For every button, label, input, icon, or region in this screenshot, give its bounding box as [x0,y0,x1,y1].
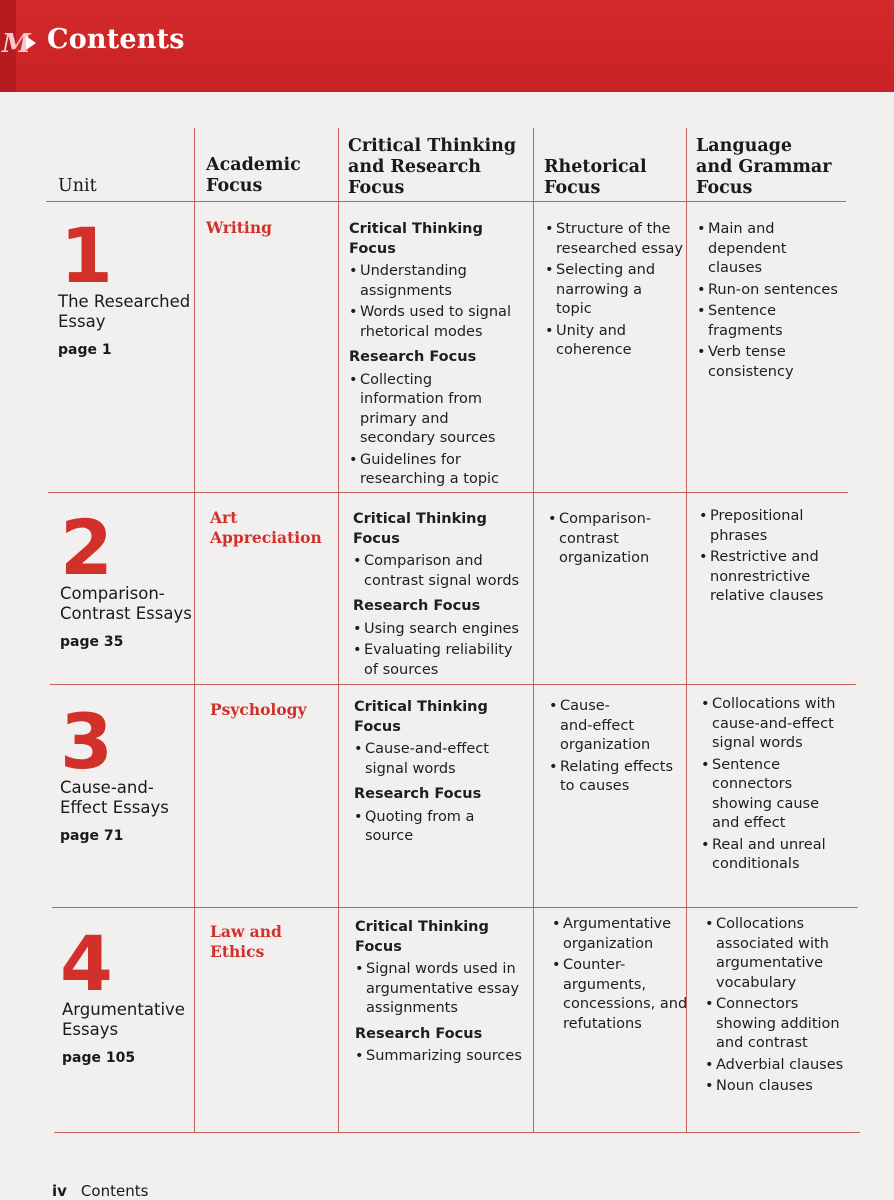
list-item: • Relating effects to causes [549,758,689,797]
list-item: • Counter- arguments, concessions, and refutations [552,956,692,1034]
unit-number: 4 [60,919,113,1008]
critical-thinking-label: Critical Thinking Focus [353,511,487,547]
row-divider [48,492,848,493]
unit-title: Cause-and- Effect Essays [60,778,169,817]
list-item: • Comparison and contrast signal words [353,552,535,591]
list-item: • Guidelines for researching a topic [349,451,533,490]
list-item: • Cause-and-effect signal words [354,740,536,779]
list-item: • Prepositional phrases [699,507,849,546]
list-item: • Sentence fragments [697,302,847,341]
list-item: • Selecting and narrowing a topic [545,261,685,320]
list-item: • Understanding assignments [349,262,533,301]
list-item: • Collocations with cause-and-effect signal words [701,695,853,754]
rhetorical-cell [548,510,688,571]
critical-research-cell [354,698,536,849]
page-title: Contents [47,24,185,55]
unit-page: page 105 [62,1050,136,1066]
table-bottom-rule [54,1132,860,1133]
list-item: • Verb tense consistency [697,343,847,382]
academic-focus: Art Appreciation [210,508,322,547]
critical-research-cell [349,220,533,492]
research-focus-label: Research Focus [353,598,481,614]
research-focus-label: Research Focus [354,786,482,802]
critical-research-cell [355,918,539,1069]
list-item: • Comparison- contrast organization [548,510,688,569]
list-item: • Run-on sentences [697,281,847,301]
language-cell [699,507,849,609]
list-item: • Collecting information from primary and secondary sources [349,371,533,449]
unit-title: Argumentative Essays [62,1000,185,1039]
research-focus-label: Research Focus [349,349,477,365]
list-item: • Restrictive and nonrestrictive relative clauses [699,548,849,607]
language-cell [697,220,847,384]
page-footer [52,1182,148,1200]
column-divider [338,128,339,1132]
list-item: • Cause- and-effect organization [549,697,689,756]
arrow-right-icon [26,36,36,50]
page-number: iv [52,1182,67,1200]
list-item: • Collocations associated with argumentative vocabulary [705,915,857,993]
list-item: • Noun clauses [705,1077,857,1097]
language-cell [701,695,853,877]
header-language-focus: Language and Grammar Focus [696,136,832,198]
row-divider [50,684,856,685]
unit-title: Comparison- Contrast Essays [60,584,192,623]
list-item: • Real and unreal conditionals [701,836,853,875]
header-unit: Unit [58,176,97,196]
m-logo-icon: M [2,29,31,59]
list-item: • Sentence connectors showing cause and effect [701,756,853,834]
critical-thinking-label: Critical Thinking Focus [354,699,488,735]
header-academic-focus: Academic Focus [206,155,301,196]
column-divider [194,128,195,1132]
unit-number: 3 [60,697,113,786]
critical-thinking-label: Critical Thinking Focus [355,919,489,955]
list-item: • Using search engines [353,620,535,640]
header-critical-focus: Critical Thinking and Research Focus [348,136,517,198]
header-rule [46,201,846,202]
rhetorical-cell [545,220,685,363]
unit-page: page 71 [60,828,124,844]
research-focus-label: Research Focus [355,1025,483,1042]
header-rhetorical-focus: Rhetorical Focus [544,157,647,198]
rhetorical-cell [549,697,689,799]
list-item: • Evaluating reliability of sources [353,641,535,680]
list-item: • Words used to signal rhetorical modes [349,303,533,342]
list-item: • Adverbial clauses [705,1056,857,1076]
critical-research-cell [353,510,535,682]
list-item: • Argumentative organization [552,915,692,954]
unit-title: The Researched Essay [58,292,191,331]
header-banner [0,0,894,92]
language-cell [705,915,857,1099]
list-item: • Main and dependent clauses [697,220,847,279]
rhetorical-cell [552,915,692,1036]
academic-focus: Law and Ethics [210,922,282,961]
list-item: • Connectors showing addition and contrast [705,995,857,1054]
academic-focus: Writing [206,218,272,237]
list-item: • Summarizing sources [355,1047,539,1067]
list-item: • Structure of the researched essay [545,220,685,259]
unit-number: 2 [60,503,113,592]
list-item: • Quoting from a source [354,808,536,847]
row-divider [52,907,858,908]
list-item: • Unity and coherence [545,322,685,361]
list-item: • Signal words used in argumentative essay assignments [355,960,539,1019]
unit-number: 1 [60,211,113,300]
unit-page: page 35 [60,634,124,650]
critical-thinking-label: Critical Thinking Focus [349,221,483,257]
footer-label: Contents [80,1182,149,1200]
academic-focus: Psychology [210,700,307,719]
unit-page: page 1 [58,342,112,358]
